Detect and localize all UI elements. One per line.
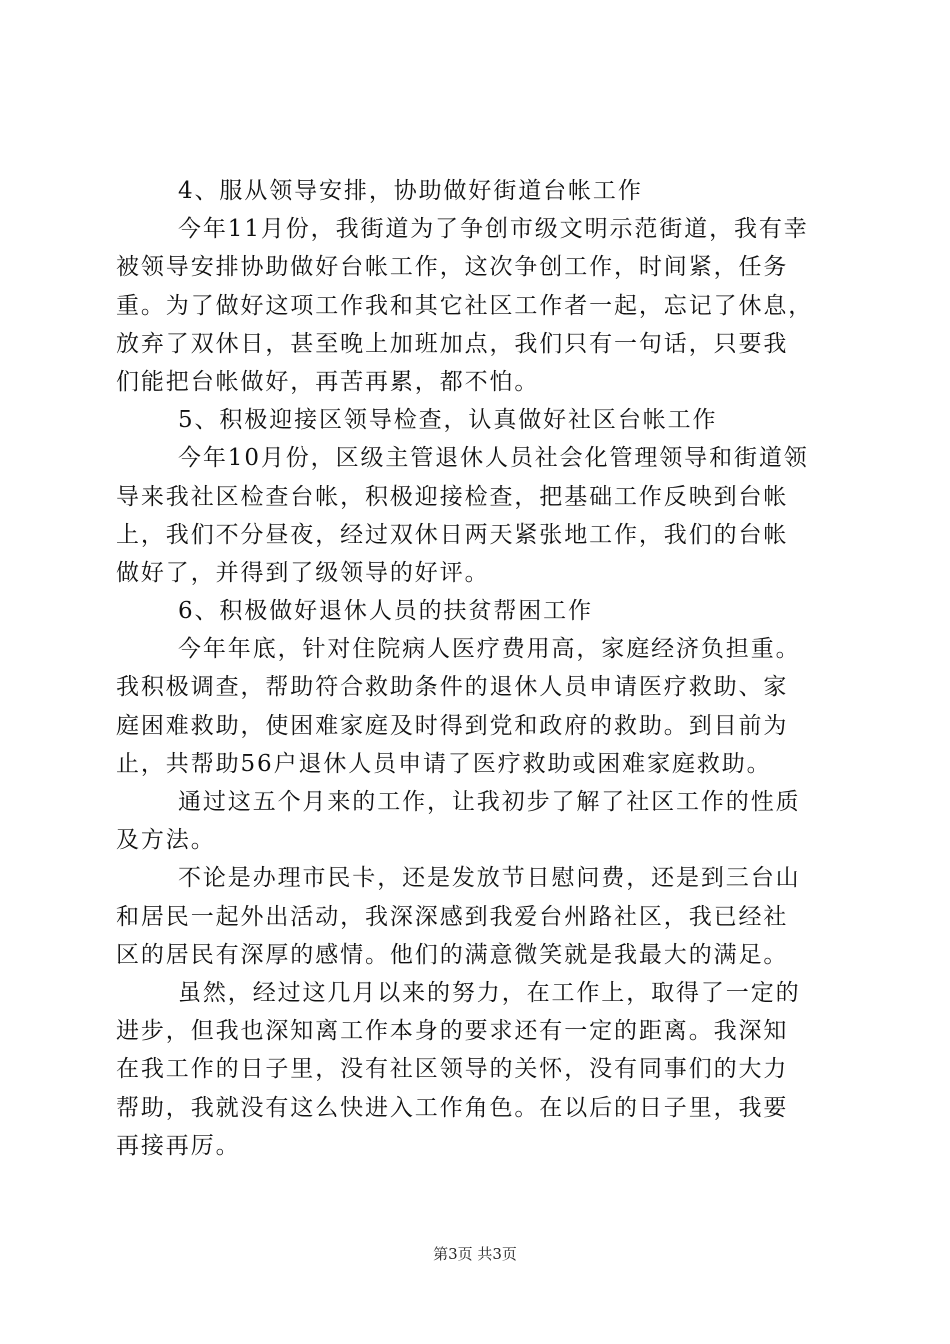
paragraph-line: 止，共帮助56户退休人员申请了医疗救助或困难家庭救助。 (116, 750, 772, 777)
paragraph-line: 不论是办理市民卡，还是发放节日慰问费，还是到三台山 (178, 865, 801, 892)
paragraph-line: 被领导安排协助做好台帐工作，这次争创工作，时间紧，任务 (116, 254, 789, 281)
paragraph-line: 庭困难救助，使困难家庭及时得到党和政府的救助。到目前为 (116, 712, 789, 739)
paragraph-line: 进步，但我也深知离工作本身的要求还有一定的距离。我深知 (116, 1018, 789, 1045)
paragraph-line: 今年年底，针对住院病人医疗费用高，家庭经济负担重。 (178, 636, 801, 663)
paragraph-line: 今年11月份，我街道为了争创市级文明示范街道，我有幸 (178, 216, 809, 243)
paragraph-line: 们能把台帐做好，再苦再累，都不怕。 (116, 368, 540, 395)
paragraph-line: 通过这五个月来的工作，让我初步了解了社区工作的性质 (178, 789, 801, 815)
paragraph-line: 上，我们不分昼夜，经过双休日两天紧张地工作，我们的台帐 (116, 521, 789, 548)
paragraph-line: 在我工作的日子里，没有社区领导的关怀，没有同事们的大力 (116, 1056, 789, 1083)
paragraph-line: 及方法。 (116, 827, 216, 854)
paragraph-line: 我积极调查，帮助符合救助条件的退休人员申请医疗救助、家 (116, 674, 789, 701)
section-heading-5: 5、积极迎接区领导检查，认真做好社区台帐工作 (178, 407, 718, 434)
paragraph-line: 和居民一起外出活动，我深深感到我爱台州路社区，我已经社 (116, 903, 789, 930)
paragraph-line: 再接再厉。 (116, 1132, 241, 1159)
section-heading-4: 4、服从领导安排，协助做好街道台帐工作 (178, 178, 643, 204)
paragraph-line: 区的居民有深厚的感情。他们的满意微笑就是我最大的满足。 (116, 941, 789, 968)
paragraph-line: 导来我社区检查台帐，积极迎接检查，把基础工作反映到台帐 (116, 483, 789, 510)
paragraph-line: 重。为了做好这项工作我和其它社区工作者一起，忘记了休息， (116, 292, 814, 319)
document-body (116, 172, 832, 1165)
paragraph-line: 放弃了双休日，甚至晚上加班加点，我们只有一句话，只要我 (116, 330, 789, 357)
paragraph-line: 做好了，并得到了级领导的好评。 (116, 559, 490, 586)
page-footer: 第3页 共3页 (433, 1245, 517, 1263)
paragraph-line: 帮助，我就没有这么快进入工作角色。在以后的日子里，我要 (116, 1094, 789, 1121)
section-heading-6: 6、积极做好退休人员的扶贫帮困工作 (178, 598, 593, 625)
paragraph-line: 虽然，经过这几月以来的努力，在工作上，取得了一定的 (178, 979, 801, 1006)
paragraph-line: 今年10月份，区级主管退休人员社会化管理领导和街道领 (178, 445, 809, 472)
